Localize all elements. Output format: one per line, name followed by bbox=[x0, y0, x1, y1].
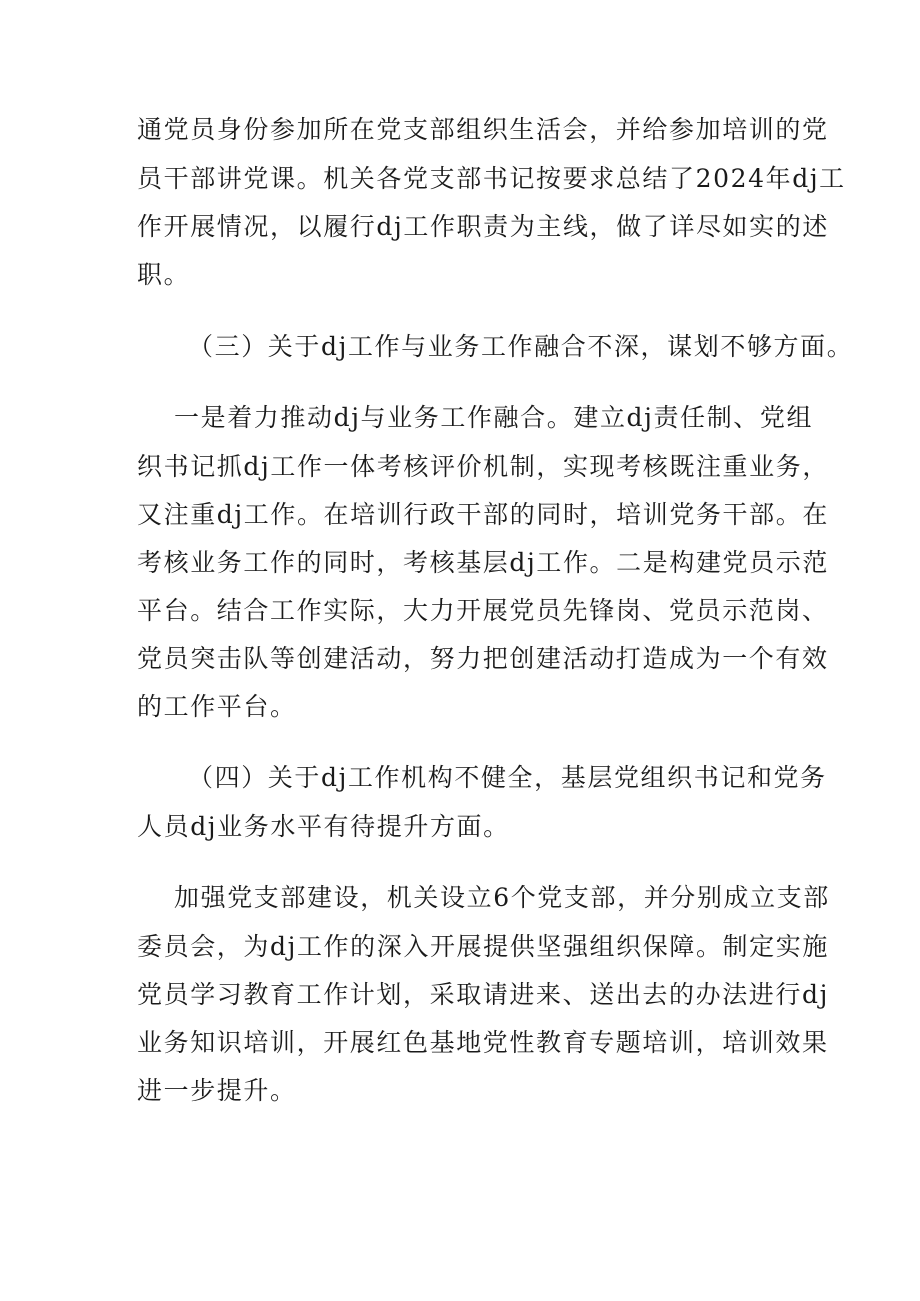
paragraph-line: 党员学习教育工作计划，采取请进来、送出去的办法进行dj bbox=[137, 980, 829, 1009]
paragraph-line: 进一步提升。 bbox=[137, 1076, 297, 1105]
paragraph-line: 党员突击队等创建活动，努力把创建活动打造成为一个有效 bbox=[137, 644, 829, 673]
paragraph-line: 员干部讲党课。机关各党支部书记按要求总结了2024年dj工 bbox=[137, 164, 846, 193]
paragraph-line: 的工作平台。 bbox=[137, 692, 297, 721]
heading-line: 人员dj业务水平有待提升方面。 bbox=[137, 812, 510, 841]
paragraph-line: 作开展情况，以履行dj工作职责为主线，做了详尽如实的述 bbox=[137, 212, 829, 241]
paragraph-line: 又注重dj工作。在培训行政干部的同时，培训党务干部。在 bbox=[137, 500, 829, 529]
paragraph-line: 职。 bbox=[137, 260, 191, 289]
paragraph-line: 一是着力推动dj与业务工作融合。建立dj责任制、党组 bbox=[174, 403, 814, 432]
paragraph-line: 平台。结合工作实际，大力开展党员先锋岗、党员示范岗、 bbox=[137, 596, 829, 625]
paragraph-line: 考核业务工作的同时，考核基层dj工作。二是构建党员示范 bbox=[137, 548, 829, 577]
heading-line: （三）关于dj工作与业务工作融合不深，谋划不够方面。 bbox=[188, 332, 854, 361]
paragraph-line: 加强党支部建设，机关设立6个党支部，并分别成立支部 bbox=[174, 883, 830, 912]
heading-line: （四）关于dj工作机构不健全，基层党组织书记和党务 bbox=[188, 763, 827, 792]
paragraph-line: 委员会，为dj工作的深入开展提供坚强组织保障。制定实施 bbox=[137, 932, 829, 961]
paragraph-line: 织书记抓dj工作一体考核评价机制，实现考核既注重业务， bbox=[137, 452, 829, 481]
paragraph-line: 通党员身份参加所在党支部组织生活会，并给参加培训的党 bbox=[137, 115, 829, 144]
paragraph-line: 业务知识培训，开展红色基地党性教育专题培训，培训效果 bbox=[137, 1028, 829, 1057]
